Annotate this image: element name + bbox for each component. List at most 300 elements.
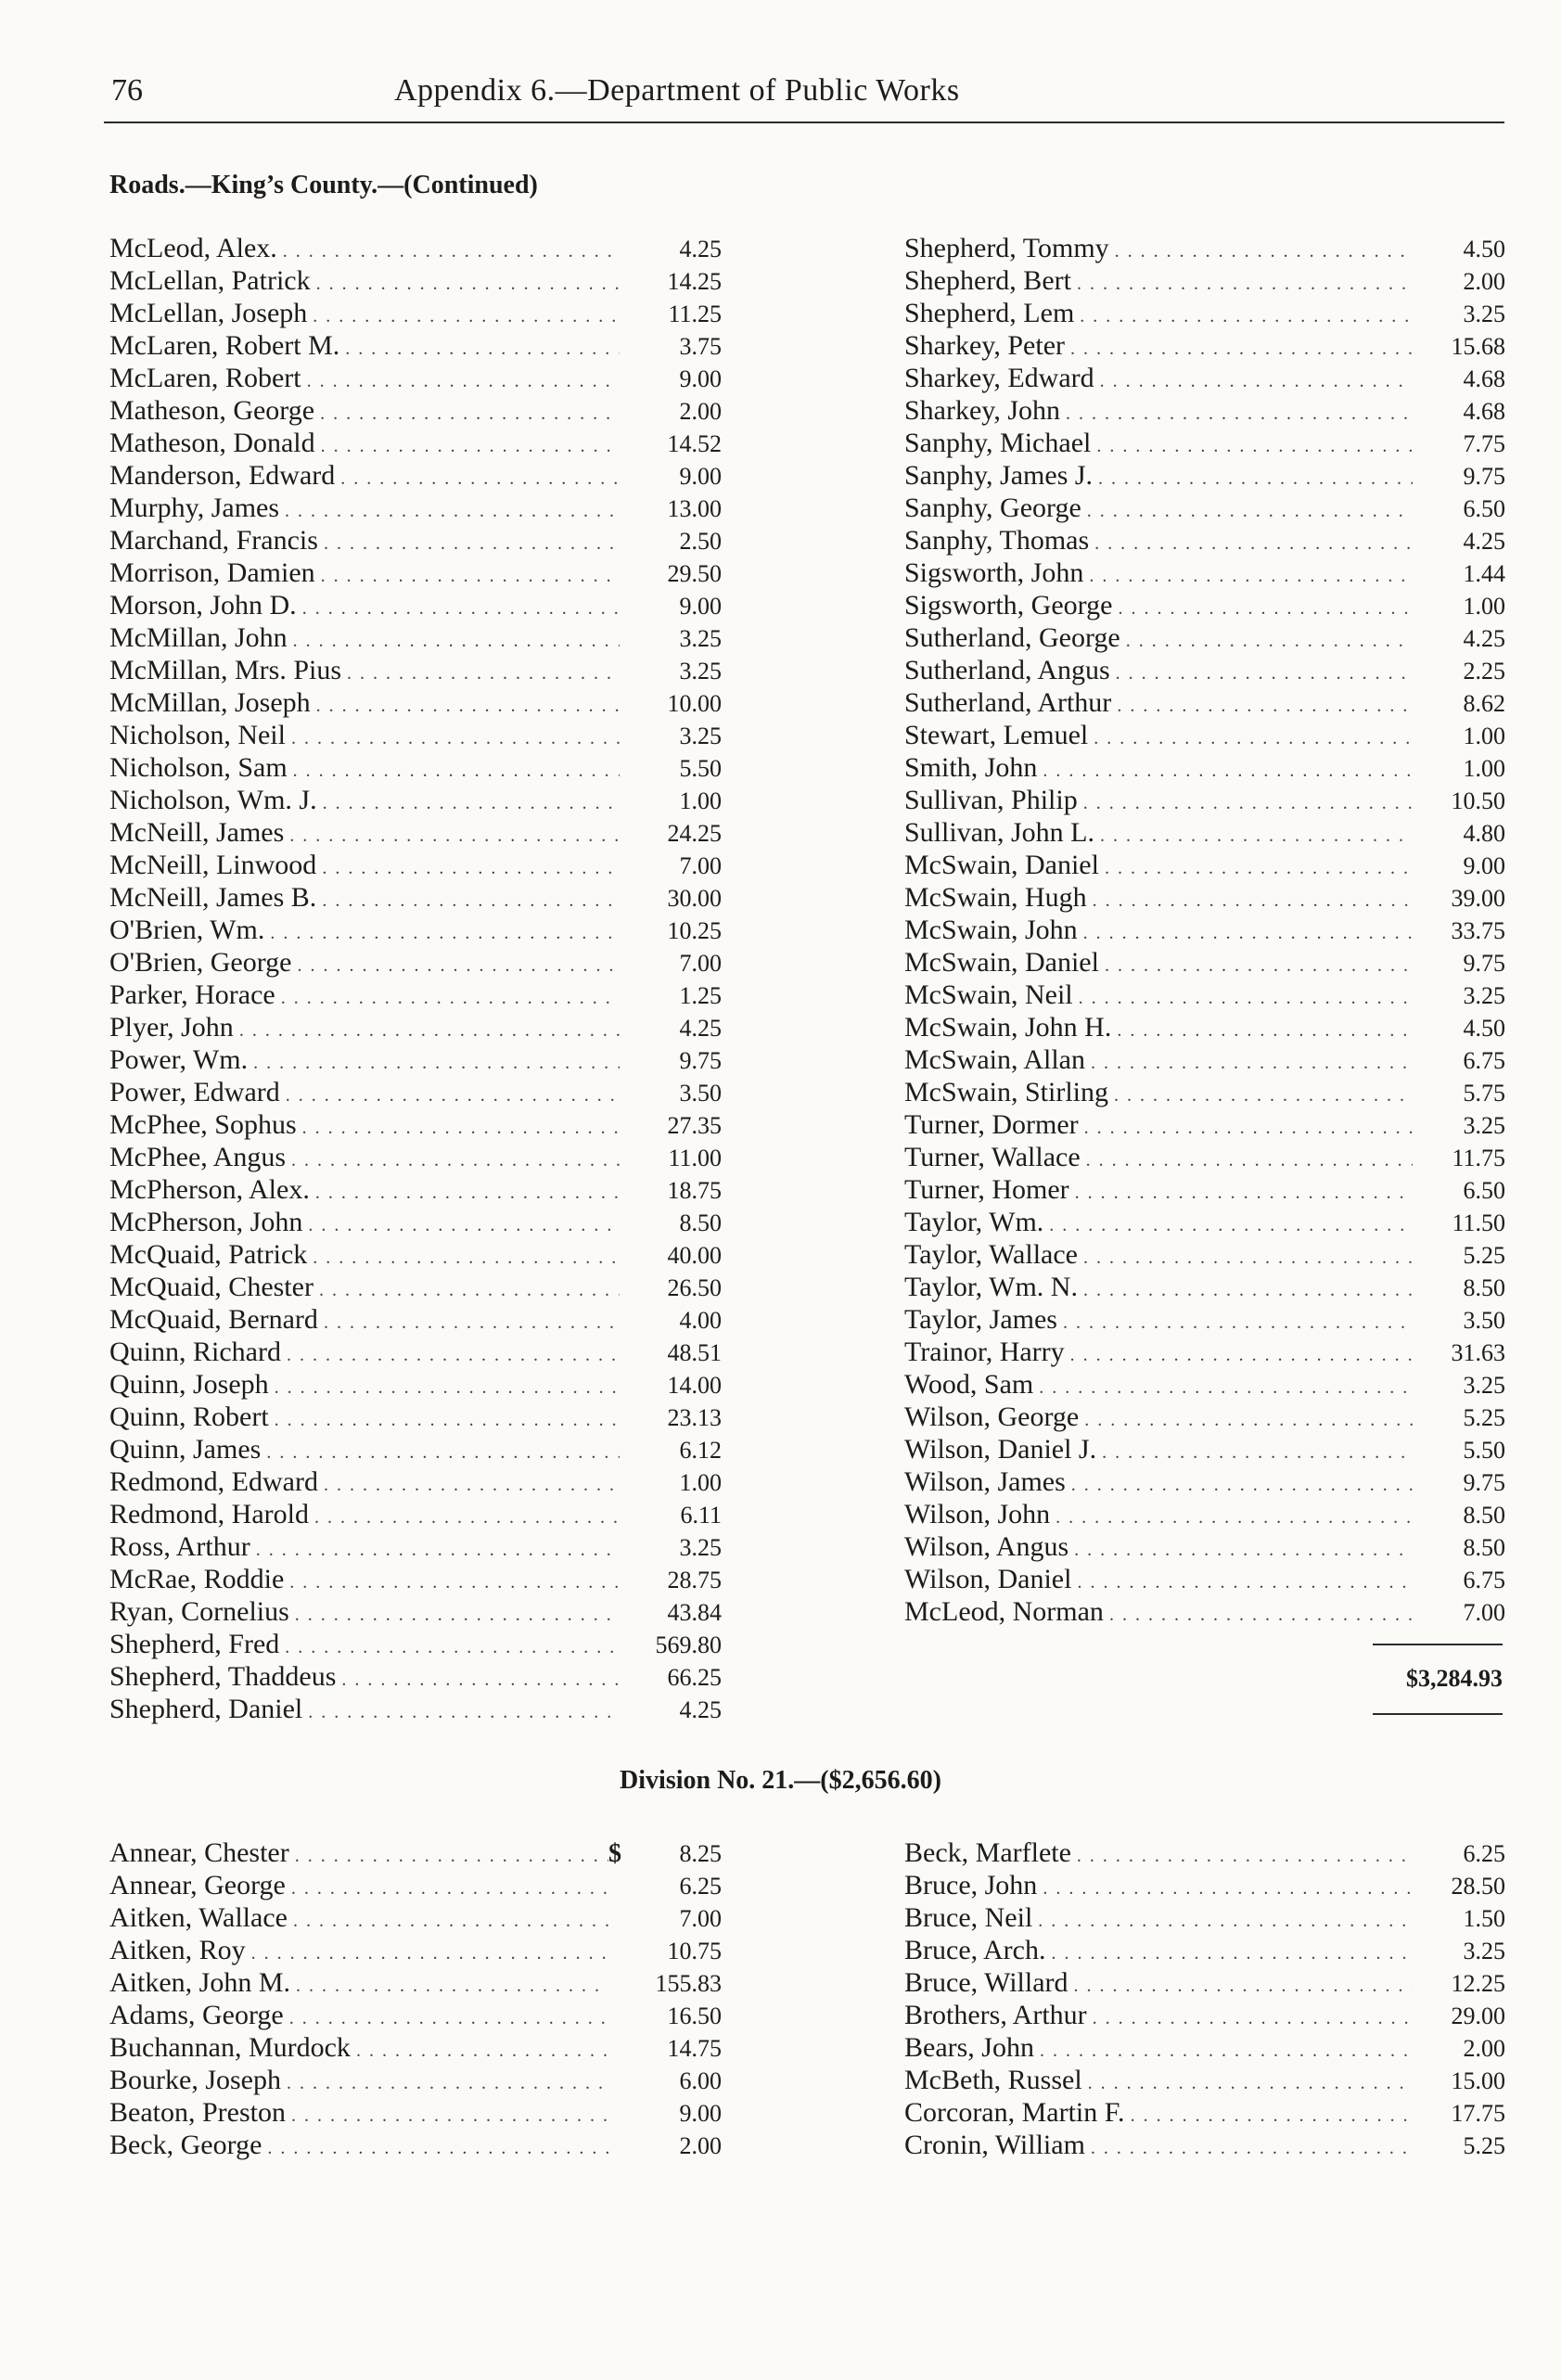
ledger-row [109, 1628, 722, 1660]
total-rule-bottom [1373, 1713, 1503, 1715]
ledger-row [904, 719, 1505, 751]
dot-leader [1089, 528, 1413, 557]
payee-name: Stewart, Lemuel [904, 720, 1089, 750]
dot-leader [335, 463, 620, 492]
payee-name: McMillan, Mrs. Pius [109, 655, 342, 685]
dot-leader [289, 1599, 620, 1628]
ledger-row [109, 1999, 722, 2031]
right-column-list [904, 232, 1505, 1628]
payment-amount: 18.75 [667, 1177, 722, 1204]
payee-name: Beck, Marflete [904, 1837, 1071, 1868]
dot-leader [1109, 236, 1413, 264]
ledger-row [109, 1368, 722, 1401]
dot-leader [1079, 1404, 1413, 1433]
ledger-row [904, 492, 1505, 524]
ledger-row [109, 1498, 722, 1530]
ledger-row [109, 264, 722, 297]
dot-leader [1083, 560, 1413, 589]
payee-name: Matheson, Donald [109, 428, 315, 458]
payee-name: Murphy, James [109, 493, 280, 523]
payment-amount: 43.84 [667, 1599, 722, 1626]
dot-leader [1071, 1567, 1413, 1595]
payment-amount: 4.50 [1463, 236, 1505, 262]
dot-leader [1094, 365, 1413, 394]
payment-amount: 5.75 [1463, 1080, 1505, 1107]
payment-amount: 3.25 [1463, 301, 1505, 327]
payment-amount: 3.25 [679, 658, 722, 685]
payment-amount: 9.00 [679, 365, 722, 392]
payee-name: Nicholson, Sam [109, 752, 288, 783]
payee-name: Quinn, Robert [109, 1401, 269, 1432]
payee-name: McSwain, John [904, 915, 1078, 945]
dot-leader [318, 1469, 620, 1498]
dot-leader [279, 1631, 620, 1660]
payee-name: Bruce, Neil [904, 1902, 1033, 1933]
payment-amount: 9.75 [1463, 463, 1505, 490]
payment-amount: 27.35 [667, 1112, 722, 1139]
ledger-row [904, 427, 1505, 459]
payee-name: Nicholson, Wm. J. [109, 785, 317, 815]
dot-leader [279, 495, 620, 524]
payee-name: Shepherd, Fred [109, 1629, 280, 1659]
dot-leader [1085, 2132, 1413, 2161]
dot-leader [1074, 301, 1413, 329]
payee-name: O'Brien, Wm. [109, 915, 265, 945]
ledger-row [904, 1303, 1505, 1336]
payment-amount: 2.00 [1463, 268, 1505, 295]
ledger-row [109, 1043, 722, 1076]
ledger-row [109, 816, 722, 849]
dot-leader [281, 2067, 608, 2096]
ledger-row [904, 914, 1505, 946]
ledger-row [904, 1271, 1505, 1303]
ledger-row [109, 1869, 722, 1901]
dot-leader [1045, 1938, 1413, 1966]
dot-leader [286, 1873, 608, 1901]
payee-name: Plyer, John [109, 1012, 234, 1043]
ledger-row [904, 264, 1505, 297]
payment-amount: 3.25 [1463, 1372, 1505, 1399]
ledger-row [109, 297, 722, 329]
dot-leader [316, 852, 620, 881]
payment-amount: 155.83 [655, 1970, 722, 1997]
payee-name: Sutherland, George [904, 622, 1120, 653]
payee-name: Marchand, Francis [109, 525, 318, 556]
payee-name: Taylor, Wm. [904, 1207, 1044, 1237]
payment-amount: 1.00 [679, 1469, 722, 1496]
ledger-row [904, 589, 1505, 621]
dot-leader [318, 528, 620, 557]
payee-name: McSwain, Daniel [904, 947, 1099, 978]
payee-name: McLellan, Joseph [109, 298, 308, 328]
ledger-row [109, 2031, 722, 2064]
payment-amount: 14.52 [667, 430, 722, 457]
ledger-row [109, 2064, 722, 2096]
payee-name: Parker, Horace [109, 979, 275, 1010]
dot-leader [1065, 333, 1413, 362]
division-right-column-list [904, 1836, 1505, 2161]
payee-name: Taylor, Wm. N. [904, 1272, 1078, 1302]
payment-amount: 33.75 [1451, 917, 1505, 944]
ledger-row [904, 1173, 1505, 1206]
ledger-row [109, 1433, 722, 1465]
payment-amount: 1.00 [1463, 723, 1505, 749]
payment-amount: 4.25 [679, 236, 722, 262]
dot-leader [316, 885, 620, 914]
payment-amount: 1.00 [1463, 593, 1505, 620]
dot-leader [1078, 917, 1413, 946]
payee-name: Shepherd, Bert [904, 265, 1071, 296]
dot-leader [1071, 1840, 1413, 1869]
dot-leader [1110, 658, 1413, 686]
ledger-row [904, 946, 1505, 979]
payee-name: Quinn, Joseph [109, 1369, 269, 1400]
ledger-row [109, 946, 722, 979]
dot-leader [284, 1567, 620, 1595]
payment-amount: 31.63 [1451, 1339, 1505, 1366]
payee-name: McPhee, Angus [109, 1142, 286, 1172]
division-left-column-list [109, 1836, 722, 2161]
payment-amount: 11.75 [1452, 1145, 1505, 1171]
ledger-row [904, 1869, 1505, 1901]
payment-amount: 7.00 [679, 1905, 722, 1932]
dot-leader [286, 723, 620, 751]
ledger-row [109, 686, 722, 719]
payment-amount: 30.00 [667, 885, 722, 912]
payee-name: Adams, George [109, 2000, 284, 2030]
payment-amount: 6.12 [679, 1437, 722, 1464]
ledger-row [109, 1011, 722, 1043]
dot-leader [288, 755, 620, 784]
currency-symbol: $ [608, 1839, 621, 1868]
payment-amount: 5.50 [1463, 1437, 1505, 1464]
dot-leader [1096, 1437, 1413, 1465]
ledger-row [904, 1465, 1505, 1498]
page-title: Appendix 6.—Department of Public Works [394, 73, 960, 108]
payee-name: Corcoran, Martin F. [904, 2097, 1125, 2128]
payment-amount: 4.50 [1463, 1015, 1505, 1042]
ledger-row [904, 1966, 1505, 1999]
ledger-row [109, 1660, 722, 1693]
payment-amount: 569.80 [655, 1631, 722, 1658]
ledger-row [109, 1238, 722, 1271]
payee-name: Aitken, Wallace [109, 1902, 288, 1933]
payee-name: Sanphy, James J. [904, 460, 1094, 491]
payment-amount: 7.00 [1463, 1599, 1505, 1626]
payment-amount: 11.00 [668, 1145, 722, 1171]
ledger-row [904, 1076, 1505, 1108]
dot-leader [1125, 2100, 1413, 2129]
ledger-row [109, 1336, 722, 1368]
dot-leader [311, 690, 620, 719]
dot-leader [1068, 1534, 1413, 1563]
dot-leader [250, 1534, 620, 1563]
payee-name: Matheson, George [109, 395, 315, 426]
dot-leader [1087, 885, 1413, 914]
payee-name: Sigsworth, John [904, 557, 1084, 588]
ledger-row [904, 1530, 1505, 1563]
payment-amount: 8.50 [1463, 1534, 1505, 1561]
payee-name: McMillan, John [109, 622, 288, 653]
payment-amount: 5.25 [1463, 2132, 1505, 2159]
dot-leader [246, 1938, 608, 1966]
ledger-row [904, 394, 1505, 427]
payment-amount: 9.00 [679, 463, 722, 490]
dot-leader [1066, 1469, 1413, 1498]
payee-name: McQuaid, Bernard [109, 1304, 318, 1335]
payment-amount: 7.00 [679, 950, 722, 977]
dot-leader [1099, 950, 1413, 979]
ledger-row [904, 1206, 1505, 1238]
dot-leader [281, 1339, 620, 1368]
dot-leader [1099, 852, 1413, 881]
dot-leader [1043, 1209, 1413, 1238]
payee-name: Bourke, Joseph [109, 2065, 281, 2095]
payment-amount: 4.25 [679, 1696, 722, 1723]
payment-amount: 3.75 [679, 333, 722, 360]
payment-amount: 2.00 [1463, 2035, 1505, 2062]
payee-name: Taylor, James [904, 1304, 1057, 1335]
ledger-row [109, 1966, 722, 1999]
left-column-list [109, 232, 722, 1725]
dot-leader [1032, 1905, 1413, 1934]
ledger-row [904, 1401, 1505, 1433]
ledger-row [109, 751, 722, 784]
ledger-row [109, 1141, 722, 1173]
payee-name: Morson, John D. [109, 590, 297, 621]
payee-name: Turner, Homer [904, 1174, 1069, 1205]
payment-amount: 6.50 [1463, 495, 1505, 522]
payee-name: Bruce, Willard [904, 1967, 1068, 1998]
payment-amount: 5.25 [1463, 1404, 1505, 1431]
payee-name: McSwain, John H. [904, 1012, 1112, 1043]
ledger-row [904, 1336, 1505, 1368]
ledger-row [904, 459, 1505, 492]
ledger-row [109, 1836, 722, 1869]
payment-amount: 39.00 [1451, 885, 1505, 912]
payee-name: McNeill, James [109, 817, 285, 848]
payee-name: Sanphy, Thomas [904, 525, 1090, 556]
ledger-row [904, 1836, 1505, 1869]
payment-amount: 5.50 [679, 755, 722, 782]
dot-leader [277, 236, 620, 264]
payment-amount: 9.00 [679, 2100, 722, 2127]
dot-leader [291, 950, 620, 979]
ledger-row [109, 329, 722, 362]
dot-leader [336, 1664, 620, 1693]
payee-name: McMillan, Joseph [109, 687, 311, 718]
dot-leader [351, 2035, 608, 2064]
payee-name: Wilson, Angus [904, 1531, 1069, 1562]
division-heading: Division No. 21.—($2,656.60) [620, 1766, 941, 1795]
payee-name: McRae, Roddie [109, 1564, 285, 1594]
payment-amount: 11.50 [1452, 1209, 1505, 1236]
ledger-row [109, 459, 722, 492]
payee-name: Trainor, Harry [904, 1337, 1065, 1367]
dot-leader [315, 430, 620, 459]
payment-amount: 3.25 [1463, 982, 1505, 1009]
dot-leader [288, 1905, 608, 1934]
dot-leader [1091, 430, 1413, 459]
section-heading: Roads.—King’s County.—(Continued) [109, 171, 538, 199]
payee-name: Brothers, Arthur [904, 2000, 1087, 2030]
payee-name: McSwain, Hugh [904, 882, 1087, 913]
payee-name: Sanphy, George [904, 493, 1081, 523]
payment-amount: 26.50 [667, 1274, 722, 1301]
payment-amount: 24.25 [667, 820, 722, 847]
payee-name: Sigsworth, George [904, 590, 1113, 621]
payee-name: Cronin, William [904, 2130, 1085, 2160]
dot-leader [1034, 2035, 1413, 2064]
payment-amount: 4.00 [679, 1307, 722, 1334]
dot-leader [315, 560, 620, 589]
payment-amount: 14.75 [667, 2035, 722, 2062]
ledger-row [109, 362, 722, 394]
payment-amount: 15.68 [1451, 333, 1505, 360]
ledger-row [904, 849, 1505, 881]
ledger-row [904, 1498, 1505, 1530]
payment-amount: 7.75 [1463, 430, 1505, 457]
section-total: $3,284.93 [1406, 1665, 1503, 1692]
total-rule-top [1373, 1644, 1503, 1645]
payee-name: Shepherd, Thaddeus [109, 1661, 337, 1692]
dot-leader [289, 1840, 608, 1869]
ledger-row [109, 1108, 722, 1141]
payment-amount: 6.11 [680, 1502, 722, 1529]
ledger-row [904, 2096, 1505, 2129]
dot-leader [301, 365, 620, 394]
payment-amount: 17.75 [1451, 2100, 1505, 2127]
payment-amount: 1.00 [1463, 755, 1505, 782]
payment-amount: 6.25 [1463, 1840, 1505, 1867]
payment-amount: 1.00 [679, 787, 722, 814]
payment-amount: 10.00 [667, 690, 722, 717]
ledger-row [109, 914, 722, 946]
dot-leader [307, 1242, 620, 1271]
payment-amount: 2.00 [679, 398, 722, 425]
payment-amount: 8.50 [1463, 1274, 1505, 1301]
ledger-row [904, 1238, 1505, 1271]
payee-name: Nicholson, Neil [109, 720, 286, 750]
dot-leader [313, 1274, 620, 1303]
ledger-row [904, 232, 1505, 264]
payee-name: Shepherd, Daniel [109, 1694, 303, 1724]
payee-name: Sharkey, John [904, 395, 1061, 426]
ledger-row [904, 654, 1505, 686]
dot-leader [275, 982, 620, 1011]
payment-amount: 16.50 [667, 2003, 722, 2029]
payee-name: McPherson, Alex. [109, 1174, 310, 1205]
payee-name: McLaren, Robert M. [109, 330, 340, 361]
ledger-row [904, 1141, 1505, 1173]
ledger-row [109, 654, 722, 686]
payment-amount: 2.00 [679, 2132, 722, 2159]
dot-leader [1087, 2003, 1413, 2031]
ledger-row [904, 1368, 1505, 1401]
ledger-row [904, 297, 1505, 329]
dot-leader [309, 1502, 620, 1530]
ledger-row [109, 1173, 722, 1206]
ledger-row [109, 849, 722, 881]
ledger-row [109, 881, 722, 914]
payment-amount: 10.25 [667, 917, 722, 944]
ledger-row [904, 2064, 1505, 2096]
payee-name: McPherson, John [109, 1207, 303, 1237]
payment-amount: 13.00 [667, 495, 722, 522]
payee-name: Sutherland, Arthur [904, 687, 1112, 718]
ledger-row [109, 2129, 722, 2161]
dot-leader [284, 2003, 608, 2031]
dot-leader [269, 1372, 620, 1401]
payment-amount: 4.68 [1463, 365, 1505, 392]
payee-name: Power, Wm. [109, 1044, 249, 1075]
payee-name: McBeth, Russel [904, 2065, 1082, 2095]
payment-amount: 9.75 [1463, 1469, 1505, 1496]
ledger-row [109, 1693, 722, 1725]
payee-name: O'Brien, George [109, 947, 292, 978]
ledger-row [109, 589, 722, 621]
payee-name: Power, Edward [109, 1077, 280, 1107]
ledger-row [904, 2129, 1505, 2161]
ledger-row [109, 492, 722, 524]
payment-amount: 12.25 [1451, 1970, 1505, 1997]
ledger-row [109, 1076, 722, 1108]
payee-name: Quinn, James [109, 1434, 262, 1465]
dot-leader [317, 787, 620, 816]
ledger-row [904, 1433, 1505, 1465]
payee-name: Annear, Chester [109, 1837, 289, 1868]
ledger-row [109, 1271, 722, 1303]
page-number: 76 [111, 73, 143, 108]
dot-leader [1073, 982, 1413, 1011]
payment-amount: 14.00 [667, 1372, 722, 1399]
payment-amount: 4.25 [1463, 625, 1505, 652]
payee-name: Wilson, John [904, 1499, 1051, 1529]
ledger-row [109, 1206, 722, 1238]
dot-leader [1065, 1339, 1413, 1368]
payment-amount: 6.75 [1463, 1567, 1505, 1593]
payment-amount: 9.75 [679, 1047, 722, 1074]
dot-leader [297, 1112, 620, 1141]
payee-name: McLaren, Robert [109, 363, 301, 393]
payee-name: Redmond, Harold [109, 1499, 309, 1529]
ledger-row [109, 784, 722, 816]
payee-name: McSwain, Daniel [904, 850, 1099, 880]
ledger-row [109, 427, 722, 459]
ledger-row [109, 1401, 722, 1433]
payment-amount: 6.50 [1463, 1177, 1505, 1204]
dot-leader [1120, 625, 1413, 654]
payment-amount: 2.50 [679, 528, 722, 555]
payment-amount: 10.75 [667, 1938, 722, 1964]
payee-name: McQuaid, Chester [109, 1272, 313, 1302]
payee-name: McPhee, Sophus [109, 1109, 297, 1140]
payee-name: McLeod, Alex. [109, 233, 277, 263]
payee-name: Ross, Arthur [109, 1531, 250, 1562]
dot-leader [1081, 1145, 1413, 1173]
payee-name: Bruce, John [904, 1870, 1038, 1900]
ledger-row [904, 362, 1505, 394]
dot-leader [1088, 723, 1413, 751]
payment-amount: 14.25 [667, 268, 722, 295]
ledger-row [904, 1011, 1505, 1043]
dot-leader [318, 1307, 620, 1336]
payee-name: Turner, Wallace [904, 1142, 1081, 1172]
payment-amount: 3.25 [679, 723, 722, 749]
dot-leader [1033, 1372, 1413, 1401]
payment-amount: 15.00 [1451, 2067, 1505, 2094]
ledger-row [109, 557, 722, 589]
